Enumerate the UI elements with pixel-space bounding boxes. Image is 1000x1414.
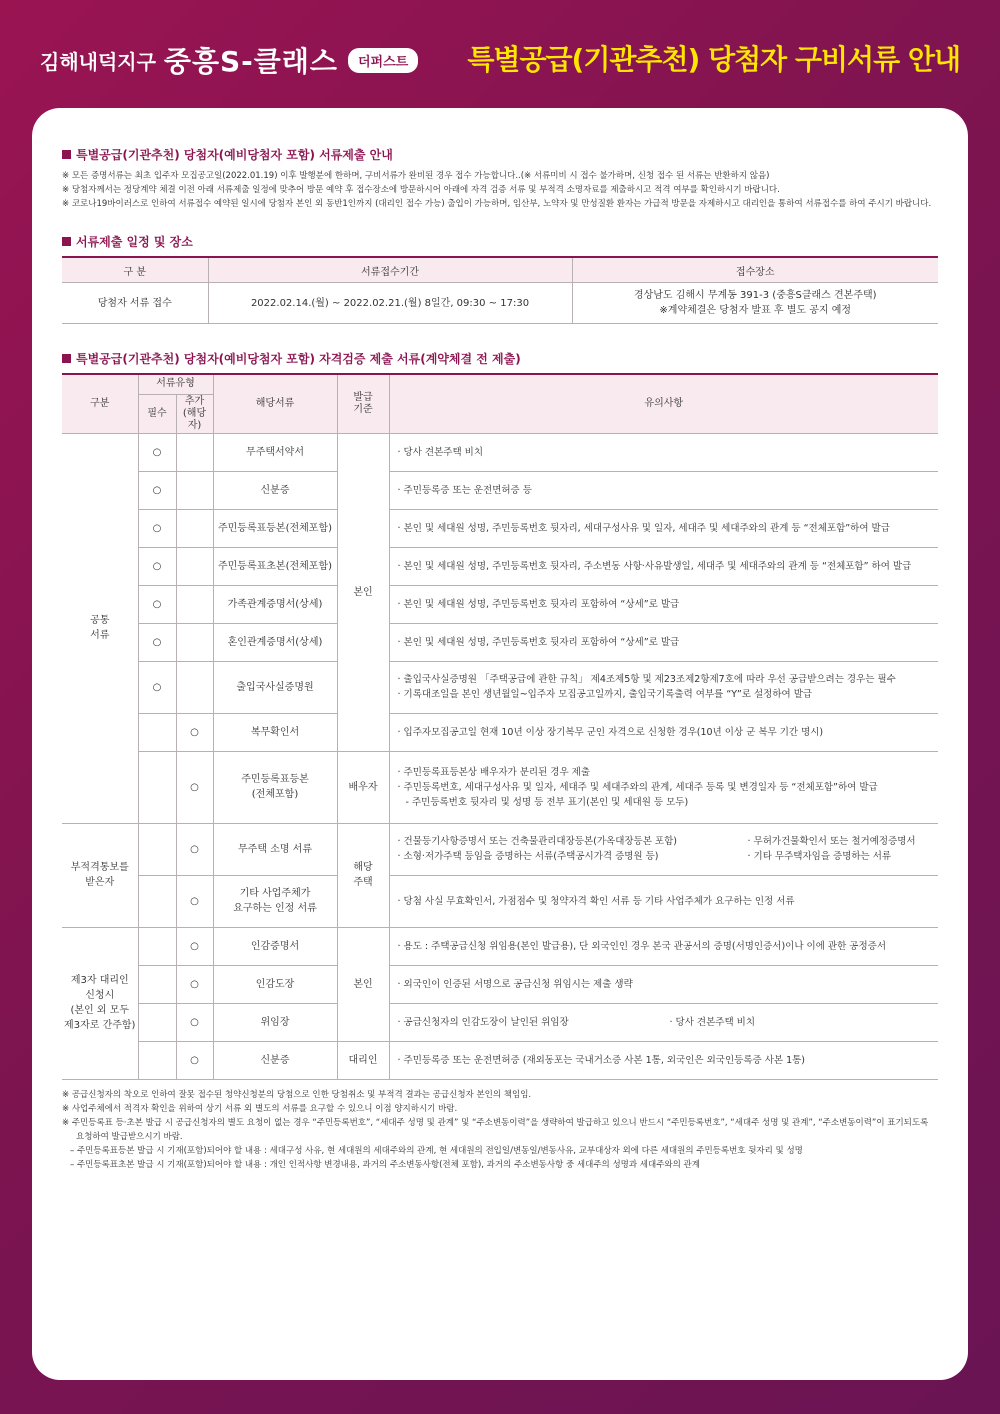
required-mark-empty <box>138 713 176 751</box>
additional-mark-empty <box>176 547 213 585</box>
required-mark-empty <box>138 823 176 875</box>
document-note-line: · 기록대조일을 본인 생년월일~입주자 모집공고일까지, 출입국기록출력 여부를 “Y”로 설정하여 발급 <box>397 689 813 700</box>
required-mark: ○ <box>138 471 176 509</box>
footnote: – 주민등록표등본 발급 시 기재(포함)되어야 할 내용 : 세대구성 사유, 현 세대원의 세대주와의 관계, 현 세대원의 전입일/변동일/변동사유, 교부대상자 외에 다른 세대원의 주민등록번호 뒷자리 및 성명 <box>70 1145 803 1156</box>
document-name: 위임장 <box>213 1003 337 1041</box>
schedule-place <box>572 283 938 324</box>
footnote: – 주민등록표초본 발급 시 기재(포함)되어야 할 내용 : 개인 인적사항 변경내용, 과거의 주소변동사항(전체 포함), 과거의 주소변동사항 중 세대주의 성명과 세대주와의 관계 <box>70 1159 700 1170</box>
group-ineligible-line2: 받은자 <box>85 877 115 888</box>
document-name: 복무확인서 <box>213 713 337 751</box>
document-note-row <box>398 834 937 849</box>
group-proxy-line1: 제3자 대리인 <box>70 975 129 986</box>
document-note <box>389 751 938 823</box>
square-bullet-icon <box>62 354 71 363</box>
section1-title-text: 특별공급(기관추천) 당첨자(예비당첨자 포함) 서류제출 안내 <box>76 148 393 162</box>
header-additional <box>176 394 213 433</box>
document-note: · 입주자모집공고일 현재 10년 이상 장기복무 군인 자격으로 신청한 경우(10년 이상 군 복무 기간 명시) <box>389 713 938 751</box>
group-proxy <box>62 927 138 1079</box>
document-note-line: · 출입국사실증명원 「주택공급에 관한 규칙」 제4조제5항 및 제23조제2항제7호에 따라 우선 공급받으려는 경우는 필수 <box>397 674 896 685</box>
schedule-header-category: 구 분 <box>62 257 208 283</box>
document-note: · 주민등록증 또는 운전면허증 등 <box>389 471 938 509</box>
issuer-proxy: 대리인 <box>337 1041 389 1079</box>
additional-mark: ○ <box>176 965 213 1003</box>
document-name-line2: 요구하는 인정 서류 <box>233 903 317 914</box>
document-name: 인감도장 <box>213 965 337 1003</box>
document-name <box>213 875 337 927</box>
additional-mark: ○ <box>176 751 213 823</box>
document-note-row <box>398 849 937 864</box>
header-required: 필수 <box>138 394 176 433</box>
square-bullet-icon <box>62 150 71 159</box>
page-header <box>0 0 1000 110</box>
section3-title-text: 특별공급(기관추천) 당첨자(예비당첨자 포함) 자격검증 제출 서류(계약체결 전 제출) <box>76 352 521 366</box>
additional-mark: ○ <box>176 1003 213 1041</box>
issuer-applicable-line2: 주택 <box>353 877 373 888</box>
required-mark-empty <box>138 1041 176 1079</box>
footnotes <box>62 1088 938 1172</box>
schedule-category: 당첨자 서류 접수 <box>62 283 208 324</box>
content-inner <box>62 146 938 1172</box>
section3-title <box>62 350 938 367</box>
section2-title <box>62 233 938 250</box>
document-name-line2: (전체포함) <box>251 789 299 800</box>
header-notes: 유의사항 <box>389 374 938 433</box>
header-issuer-line2: 기준 <box>353 403 373 415</box>
document-note: · 당사 견본주택 비치 <box>389 433 938 471</box>
document-note-row <box>398 1015 937 1030</box>
group-proxy-line2: 신청시 <box>85 990 115 1001</box>
issuer-applicable <box>337 823 389 927</box>
schedule-table <box>62 256 938 324</box>
document-note: · 본인 및 세대원 성명, 주민등록번호 뒷자리, 세대구성사유 및 일자, 세대주 및 세대주와의 관계 등 “전체포함”하여 발급 <box>389 509 938 547</box>
required-mark-empty <box>138 1003 176 1041</box>
required-mark: ○ <box>138 509 176 547</box>
additional-mark: ○ <box>176 713 213 751</box>
footnote: ※ 주민등록표 등·초본 발급 시 공급신청자의 별도 요청이 없는 경우 “주민등록번호”, “세대주 성명 및 관계” 및 “주소변동이력”을 생략하여 발급하고 있으니 반드시 “주민등록번호”, “세대주 성명 및 관계”, “주소변동이력”이 표기되도록 요청하여 발급받으시기 바람. <box>62 1117 929 1142</box>
required-mark: ○ <box>138 623 176 661</box>
group-proxy-line3: (본인 외 모두 <box>70 1005 130 1016</box>
header-category: 구분 <box>62 374 138 433</box>
document-name: 혼인관계증명서(상세) <box>213 623 337 661</box>
additional-mark-empty <box>176 623 213 661</box>
schedule-period: 2022.02.14.(월) ~ 2022.02.21.(월) 8일간, 09:30 ~ 17:30 <box>208 283 572 324</box>
document-note-line: · 공급신청자의 인감도장이 날인된 위임장 <box>397 1016 569 1028</box>
square-bullet-icon <box>62 237 71 246</box>
additional-mark-empty <box>176 585 213 623</box>
additional-mark: ○ <box>176 927 213 965</box>
document-note: · 본인 및 세대원 성명, 주민등록번호 뒷자리 포함하여 “상세”로 발급 <box>389 623 938 661</box>
footnote: ※ 사업주체에서 적격자 확인을 위하여 상기 서류 외 별도의 서류를 요구할 수 있으니 이점 양지하시기 바람. <box>62 1103 458 1114</box>
document-note-line: · 당사 견본주택 비치 <box>669 1016 756 1028</box>
brand-prefix: 김해내덕지구 <box>40 49 156 74</box>
additional-mark: ○ <box>176 823 213 875</box>
document-name-line1: 주민등록표등본 <box>241 774 309 785</box>
schedule-place-address: 경상남도 김해시 무계동 391-3 (중흥S클래스 견본주택) <box>633 290 877 301</box>
document-note-line: - 주민등록번호 뒷자리 및 성명 등 전부 표기(본인 및 세대원 등 모두) <box>405 796 689 808</box>
group-common-line1: 공통 <box>90 615 110 626</box>
additional-mark-empty <box>176 661 213 713</box>
header-additional-line1: 추가 <box>184 395 205 407</box>
document-name <box>213 751 337 823</box>
header-issuer-line1: 발급 <box>353 391 373 403</box>
section1-note: ※ 당첨자께서는 정당계약 체결 이전 아래 서류제출 일정에 맞추어 방문 예약 후 접수장소에 방문하시어 아래에 자격 검증 서류 및 부적격 소명자료를 제출하시고 적격 여부를 확인하시기 바랍니다. <box>62 185 780 195</box>
content-card <box>32 108 968 1380</box>
documents-table <box>62 373 938 1080</box>
required-mark: ○ <box>138 547 176 585</box>
brand-name: 중흥S-클래스 <box>163 45 338 78</box>
required-mark-empty <box>138 751 176 823</box>
document-note <box>389 1003 938 1041</box>
document-note: · 당첨 사실 무효확인서, 가점점수 및 청약자격 확인 서류 등 기타 사업주체가 요구하는 인정 서류 <box>389 875 938 927</box>
section1-note: ※ 모든 증명서류는 최초 입주자 모집공고일(2022.01.19) 이후 발행분에 한하며, 구비서류가 완비된 경우 접수 가능합니다..(※ 서류미비 시 접수 불가하며, 신청 접수 된 서류는 반환하지 않음) <box>62 171 770 181</box>
schedule-place-note: ※계약체결은 당첨자 발표 후 별도 공지 예정 <box>659 305 852 316</box>
issuer-applicable-line1: 해당 <box>353 862 373 873</box>
section1-note: ※ 코로나19바이러스로 인하여 서류접수 예약된 일시에 당첨자 본인 외 동반1인까지 (대리인 접수 가능) 출입이 가능하며, 임산부, 노약자 및 만성질환 환자는 가급적 방문을 자제하시고 대리인을 통하여 서류접수를 하여 주시기 바랍니다. <box>62 199 932 209</box>
additional-mark: ○ <box>176 1041 213 1079</box>
header-additional-line2: (해당자) <box>182 407 207 431</box>
additional-mark: ○ <box>176 875 213 927</box>
document-name: 신분증 <box>213 1041 337 1079</box>
schedule-header-place: 접수장소 <box>572 257 938 283</box>
group-common <box>62 433 138 823</box>
document-note: · 용도 : 주택공급신청 위임용(본인 발급용), 단 외국인인 경우 본국 관공서의 증명(서명인증서)이나 이에 관한 공정증서 <box>389 927 938 965</box>
document-name: 가족관계증명서(상세) <box>213 585 337 623</box>
issuer-spouse: 배우자 <box>337 751 389 823</box>
document-name: 무주택 소명 서류 <box>213 823 337 875</box>
document-name: 출입국사실증명원 <box>213 661 337 713</box>
document-note-line: · 주민등록번호, 세대구성사유 및 일자, 세대주 및 세대주와의 관계, 세대주 등록 및 변경일자 등 “전체포함”하여 발급 <box>397 781 878 793</box>
document-note: · 주민등록증 또는 운전면허증 (재외동포는 국내거소증 사본 1통, 외국인은 외국인등록증 사본 1통) <box>389 1041 938 1079</box>
section2-title-text: 서류제출 일정 및 장소 <box>76 235 193 249</box>
required-mark: ○ <box>138 585 176 623</box>
header-doc-type: 서류유형 <box>138 374 213 394</box>
required-mark: ○ <box>138 433 176 471</box>
document-name: 주민등록표초본(전체포함) <box>213 547 337 585</box>
issuer-self-proxy: 본인 <box>337 927 389 1041</box>
brand-badge: 더퍼스트 <box>348 48 418 73</box>
document-note-line: · 주민등록표등본상 배우자가 분리된 경우 제출 <box>397 766 590 778</box>
group-common-line2: 서류 <box>90 630 110 641</box>
required-mark: ○ <box>138 661 176 713</box>
document-note <box>389 661 938 713</box>
document-note-line: · 소형·저가주택 등임을 증명하는 서류(주택공시가격 증명원 등) <box>397 851 659 862</box>
additional-mark-empty <box>176 433 213 471</box>
document-name: 주민등록표등본(전체포함) <box>213 509 337 547</box>
document-name: 인감증명서 <box>213 927 337 965</box>
group-ineligible <box>62 823 138 927</box>
document-name-line1: 기타 사업주체가 <box>239 888 311 899</box>
document-note: · 본인 및 세대원 성명, 주민등록번호 뒷자리, 주소변동 사항·사유발생일, 세대주 및 세대주와의 관계 등 “전체포함” 하여 발급 <box>389 547 938 585</box>
document-name: 신분증 <box>213 471 337 509</box>
document-note-line: · 기타 무주택자임을 증명하는 서류 <box>747 851 892 862</box>
group-proxy-line4: 제3자로 간주함) <box>64 1020 136 1031</box>
additional-mark-empty <box>176 509 213 547</box>
document-note-line: · 무허가건물확인서 또는 철거예정증명서 <box>747 836 916 847</box>
required-mark-empty <box>138 965 176 1003</box>
page-headline: 특별공급(기관추천) 당첨자 구비서류 안내 <box>467 43 960 76</box>
document-note: · 본인 및 세대원 성명, 주민등록번호 뒷자리 포함하여 “상세”로 발급 <box>389 585 938 623</box>
document-note-line: · 건물등기사항증명서 또는 건축물관리대장등본(가옥대장등본 포함) <box>397 836 677 847</box>
required-mark-empty <box>138 927 176 965</box>
header-issuer <box>337 374 389 433</box>
brand-logo <box>40 40 418 80</box>
document-name: 무주택서약서 <box>213 433 337 471</box>
required-mark-empty <box>138 875 176 927</box>
header-document: 해당서류 <box>213 374 337 433</box>
schedule-header-period: 서류접수기간 <box>208 257 572 283</box>
document-note <box>389 823 938 875</box>
issuer-self: 본인 <box>337 433 389 751</box>
section1-title <box>62 146 938 163</box>
additional-mark-empty <box>176 471 213 509</box>
group-ineligible-line1: 부적격통보를 <box>70 862 129 873</box>
document-note: · 외국인이 인증된 서명으로 공급신청 위임시는 제출 생략 <box>389 965 938 1003</box>
footnote: ※ 공급신청자의 착오로 인하여 잘못 접수된 청약신청분의 당첨으로 인한 당첨취소 및 부적격 결과는 공급신청자 본인의 책임임. <box>62 1089 532 1100</box>
